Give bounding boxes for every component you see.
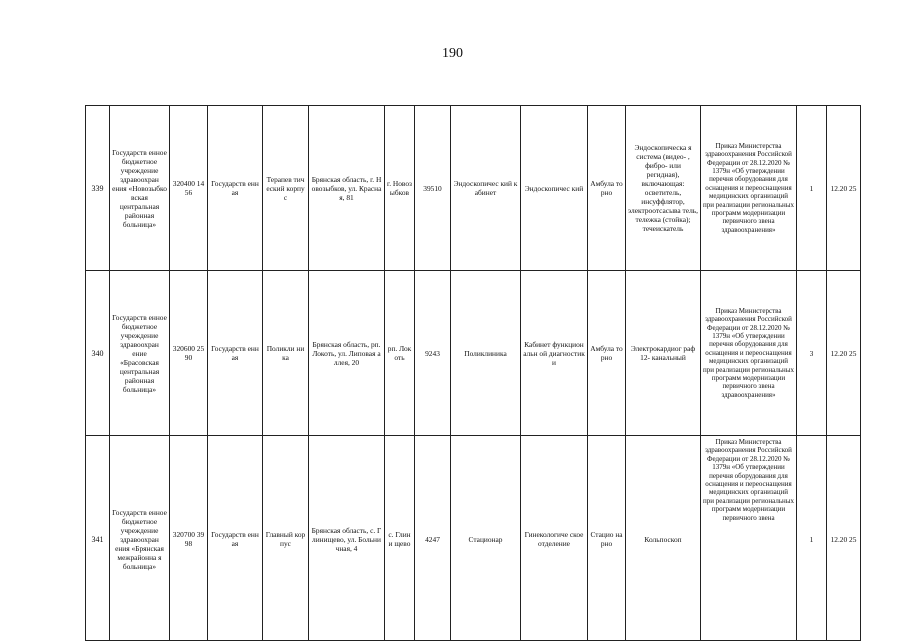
institution-code: 320400 1456 xyxy=(170,106,208,271)
institution-name: Государств енное бюджетное учреждение здравоохран ение «Брасовская центральная районная больница» xyxy=(110,271,170,436)
department-name: Кабинет функциональн ой диагностики xyxy=(521,271,588,436)
page-number: 190 xyxy=(442,46,463,61)
row-number: 340 xyxy=(86,271,110,436)
locality: рп. Локоть xyxy=(385,271,415,436)
institution-code: 320700 3998 xyxy=(170,436,208,641)
equipment-table xyxy=(85,105,861,641)
legal-order: Приказ Министерства здравоохранения Российской Федерации от 28.12.2020 № 1379н «Об утверждении перечня оборудования для оснащения и переоснащения медицинских организаций при реализации региональных программ модернизации первичного звена здравоохранения» xyxy=(701,106,797,271)
institution-name: Государств енное бюджетное учреждение здравоохран ения «Новозыбко вская центральная районная больница» xyxy=(110,106,170,271)
unit-name: Эндоскопичес кий кабинет xyxy=(451,106,521,271)
population: 39510 xyxy=(415,106,451,271)
table-row xyxy=(86,436,861,641)
legal-order: Приказ Министерства здравоохранения Российской Федерации от 28.12.2020 № 1379н «Об утверждении перечня оборудования для оснащения и переоснащения медицинских организаций при реализации региональных программ модернизации первичного звена здравоохранения» xyxy=(701,271,797,436)
department-name: Гинекологиче ское отделение xyxy=(521,436,588,641)
equipment-name: Эндоскопическа я система (видео- , фибро- или регидная), включающая: осветитель, инсуффлятор, электроотсасыва тель, тележка (стойка); течеискатель xyxy=(626,106,701,271)
unit-name: Стационар xyxy=(451,436,521,641)
institution-name: Государств енное бюджетное учреждение здравоохран ения «Брянская межрайонна я больница» xyxy=(110,436,170,641)
care-type: Амбула торно xyxy=(588,106,626,271)
care-type: Стацио нарно xyxy=(588,436,626,641)
table-row xyxy=(86,106,861,271)
equipment-name: Кольпоскоп xyxy=(626,436,701,641)
institution-code: 320600 2590 xyxy=(170,271,208,436)
due-date: 12.20 25 xyxy=(827,436,861,641)
row-number: 341 xyxy=(86,436,110,641)
due-date: 12.20 25 xyxy=(827,106,861,271)
table-row xyxy=(86,271,861,436)
building-name: Терапев тический корпус xyxy=(263,106,309,271)
address: Брянская область, рп. Локоть, ул. Липовая аллея, 20 xyxy=(309,271,385,436)
legal-order: Приказ Министерства здравоохранения Российской Федерации от 28.12.2020 № 1379н «Об утверждении перечня оборудования для оснащения и переоснащения медицинских организаций при реализации региональных программ модернизации первичного звена xyxy=(701,436,797,641)
row-number: 339 xyxy=(86,106,110,271)
ownership-form: Государств енная xyxy=(208,271,263,436)
equipment-name: Электрокардиог раф 12- канальный xyxy=(626,271,701,436)
quantity: 3 xyxy=(797,271,827,436)
building-name: Главный корпус xyxy=(263,436,309,641)
department-name: Эндоскопичес кий xyxy=(521,106,588,271)
ownership-form: Государств енная xyxy=(208,106,263,271)
population: 4247 xyxy=(415,436,451,641)
care-type: Амбула торно xyxy=(588,271,626,436)
ownership-form: Государств енная xyxy=(208,436,263,641)
quantity: 1 xyxy=(797,106,827,271)
address: Брянская область, г. Новозыбков, ул. Красная, 81 xyxy=(309,106,385,271)
locality: с. Глини щево xyxy=(385,436,415,641)
address: Брянская область, с. Глинищево, ул. Больничная, 4 xyxy=(309,436,385,641)
due-date: 12.20 25 xyxy=(827,271,861,436)
unit-name: Поликлиника xyxy=(451,271,521,436)
population: 9243 xyxy=(415,271,451,436)
quantity: 1 xyxy=(797,436,827,641)
locality: г. Новоз ыбков xyxy=(385,106,415,271)
building-name: Поликли ника xyxy=(263,271,309,436)
